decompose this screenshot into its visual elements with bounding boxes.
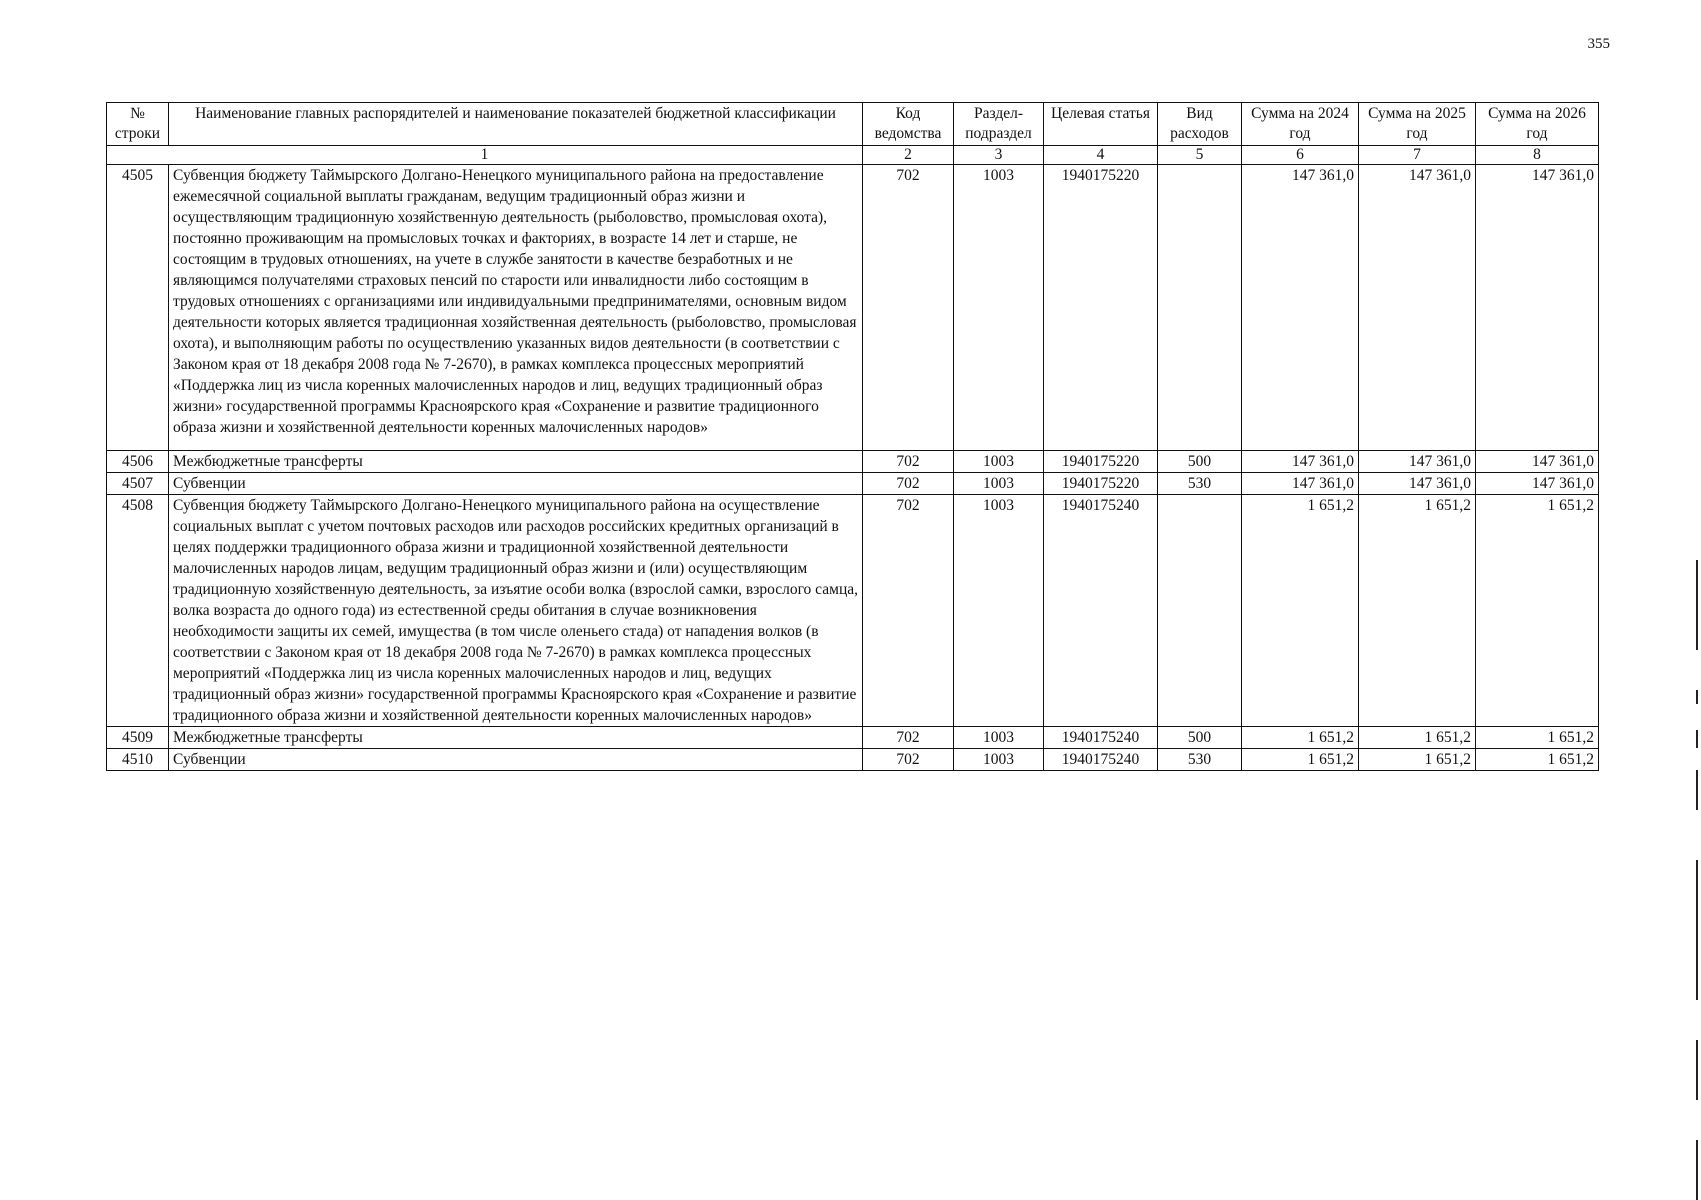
row-sum-2026: 1 651,2 — [1476, 727, 1599, 749]
row-sum-2025: 1 651,2 — [1359, 495, 1476, 727]
row-sum-2026: 147 361,0 — [1476, 473, 1599, 495]
row-name: Субвенции — [169, 749, 863, 771]
row-name: Субвенция бюджету Таймырского Долгано-Ненецкого муниципального района на предоставление ежемесячной социальной выплаты гражданам, ведущим традиционный образ жизни и осуществляющим традиционную хозяйственную деятельность (рыболовство, промысловая охота), постоянно проживающим на промысловых точках и факториях, в возрасте 14 лет и старше, не состоящим в трудовых отношениях, на учете в службе занятости в качестве безработных и не являющимся получателями страховых пенсий по старости или инвалидности либо состоящим в трудовых отношениях с организациями или индивидуальными предпринимателями, основным видом деятельности которых является традиционная хозяйственная деятельность (рыболовство, промысловая охота), и выполняющим работы по осуществлению указанных видов деятельности (в соответствии с Законом края от 18 декабря 2008 года № 7-2670), в рамках комплекса процессных мероприятий «Поддержка лиц из числа коренных малочисленных народов и лиц, ведущих традиционный образ жизни» государственной программы Красноярского края «Сохранение и развитие традиционного образа жизни и хозяйственной деятельности коренных малочисленных народов» — [169, 165, 863, 451]
row-number: 4509 — [107, 727, 169, 749]
page-number: 355 — [1587, 36, 1610, 52]
row-sum-2024: 1 651,2 — [1242, 749, 1359, 771]
column-number-row — [107, 146, 1599, 165]
scan-edge-marks — [1696, 560, 1699, 1200]
row-number: 4510 — [107, 749, 169, 771]
row-name: Межбюджетные трансферты — [169, 451, 863, 473]
budget-table — [106, 102, 1599, 771]
table-row — [107, 495, 1599, 727]
table-row — [107, 165, 1599, 451]
row-target: 1940175240 — [1044, 749, 1158, 771]
row-dept-code: 702 — [863, 473, 954, 495]
row-sum-2024: 1 651,2 — [1242, 495, 1359, 727]
row-expense-type — [1158, 495, 1242, 727]
column-number: 8 — [1476, 146, 1599, 165]
row-expense-type: 500 — [1158, 727, 1242, 749]
column-number: 7 — [1359, 146, 1476, 165]
row-number: 4506 — [107, 451, 169, 473]
row-sum-2024: 147 361,0 — [1242, 451, 1359, 473]
row-section: 1003 — [954, 451, 1044, 473]
header-name: Наименование главных распорядителей и наименование показателей бюджетной классификации — [169, 103, 863, 146]
row-sum-2026: 147 361,0 — [1476, 165, 1599, 451]
row-target: 1940175240 — [1044, 727, 1158, 749]
row-section: 1003 — [954, 749, 1044, 771]
row-target: 1940175220 — [1044, 473, 1158, 495]
row-sum-2026: 1 651,2 — [1476, 749, 1599, 771]
row-number: 4508 — [107, 495, 169, 727]
row-sum-2025: 1 651,2 — [1359, 749, 1476, 771]
row-sum-2024: 1 651,2 — [1242, 727, 1359, 749]
row-section: 1003 — [954, 727, 1044, 749]
row-number: 4507 — [107, 473, 169, 495]
row-expense-type — [1158, 165, 1242, 451]
row-dept-code: 702 — [863, 495, 954, 727]
header-row — [107, 103, 1599, 146]
row-expense-type: 500 — [1158, 451, 1242, 473]
header-section: Раздел-подраздел — [954, 103, 1044, 146]
row-section: 1003 — [954, 495, 1044, 727]
table-row — [107, 749, 1599, 771]
row-name: Межбюджетные трансферты — [169, 727, 863, 749]
row-name: Субвенции — [169, 473, 863, 495]
row-target: 1940175240 — [1044, 495, 1158, 727]
column-number: 4 — [1044, 146, 1158, 165]
row-sum-2026: 1 651,2 — [1476, 495, 1599, 727]
header-target: Целевая статья — [1044, 103, 1158, 146]
header-expense-type: Вид расходов — [1158, 103, 1242, 146]
row-dept-code: 702 — [863, 165, 954, 451]
column-number: 6 — [1242, 146, 1359, 165]
row-sum-2025: 1 651,2 — [1359, 727, 1476, 749]
row-sum-2024: 147 361,0 — [1242, 165, 1359, 451]
row-dept-code: 702 — [863, 749, 954, 771]
table-row — [107, 727, 1599, 749]
row-number: 4505 — [107, 165, 169, 451]
row-sum-2025: 147 361,0 — [1359, 165, 1476, 451]
column-number: 3 — [954, 146, 1044, 165]
row-dept-code: 702 — [863, 451, 954, 473]
row-target: 1940175220 — [1044, 165, 1158, 451]
column-number: 2 — [863, 146, 954, 165]
header-row-no: № строки — [107, 103, 169, 146]
column-number: 1 — [107, 146, 863, 165]
column-number: 5 — [1158, 146, 1242, 165]
row-sum-2025: 147 361,0 — [1359, 451, 1476, 473]
table-row — [107, 473, 1599, 495]
row-dept-code: 702 — [863, 727, 954, 749]
row-target: 1940175220 — [1044, 451, 1158, 473]
row-section: 1003 — [954, 473, 1044, 495]
row-expense-type: 530 — [1158, 749, 1242, 771]
table-row — [107, 451, 1599, 473]
row-section: 1003 — [954, 165, 1044, 451]
header-sum-2025: Сумма на 2025 год — [1359, 103, 1476, 146]
header-sum-2024: Сумма на 2024 год — [1242, 103, 1359, 146]
header-dept-code: Код ведомства — [863, 103, 954, 146]
row-sum-2024: 147 361,0 — [1242, 473, 1359, 495]
header-sum-2026: Сумма на 2026 год — [1476, 103, 1599, 146]
row-sum-2026: 147 361,0 — [1476, 451, 1599, 473]
row-expense-type: 530 — [1158, 473, 1242, 495]
row-sum-2025: 147 361,0 — [1359, 473, 1476, 495]
row-name: Субвенция бюджету Таймырского Долгано-Ненецкого муниципального района на осуществление социальных выплат с учетом почтовых расходов или расходов российских кредитных организаций в целях поддержки традиционного образа жизни и традиционной хозяйственной деятельности малочисленных народов лицам, ведущим традиционный образ жизни и (или) осуществляющим традиционную хозяйственную деятельность, за изъятие особи волка (взрослой самки, взрослого самца, волка возраста до одного года) из естественной среды обитания в случае возникновения необходимости защиты их семей, имущества (в том числе оленьего стада) от нападения волков (в соответствии с Законом края от 18 декабря 2008 года № 7-2670) в рамках комплекса процессных мероприятий «Поддержка лиц из числа коренных малочисленных народов и лиц, ведущих традиционный образ жизни» государственной программы Красноярского края «Сохранение и развитие традиционного образа жизни и хозяйственной деятельности коренных малочисленных народов» — [169, 495, 863, 727]
